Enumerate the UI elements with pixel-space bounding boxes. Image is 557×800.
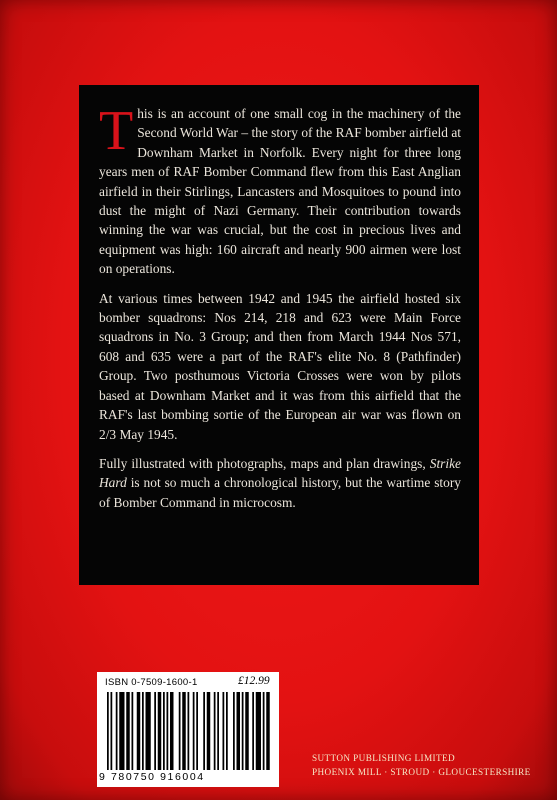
- isbn-number: ISBN 0-7509-1600-1: [105, 677, 198, 688]
- blurb-paragraph-3: [99, 454, 461, 512]
- publisher-name: SUTTON PUBLISHING LIMITED: [312, 753, 456, 763]
- blurb-paragraph-2: At various times between 1942 and 1945 the airfield hosted six bomber squadrons: Nos 214, 218 and 623 were Main Force squadrons in No. 3 Group; and then from March 1944 Nos 571, 608 and 635 were a part of the RAF's elite No. 8 (Pathfinder) Group. Two posthumous Victoria Crosses were won by pilots based at Downham Market and it was from this airfield that the RAF's last bombing sortie of the European air war was flown on 2/3 May 1945.: [99, 290, 461, 442]
- blurb-paragraph-1-text: his is an account of one small cog in the machinery of the Second World War – the story of the RAF bomber airfield at Downham Market in Norfolk. Every night for three long years men of RAF Bomber Command flew from this East Anglian airfield in their Stirlings, Lancasters and Mosquitoes to pound into dust the might of Nazi Germany. Their contribution towards winning the war was crucial, but the cost in precious lives and equipment was high: 160 aircraft and nearly 900 airmen were lost on operations.: [99, 106, 461, 277]
- blurb-paragraph-3-lead: Fully illustrated with photographs, maps and plan drawings,: [99, 455, 430, 471]
- barcode-digits: 9 780750 916004: [99, 771, 205, 783]
- drop-cap: T: [99, 100, 134, 162]
- publisher-imprint: [312, 751, 531, 779]
- blurb-panel: [79, 85, 479, 585]
- book-title-italic: Strike Hard: [99, 455, 461, 491]
- barcode-image: [105, 692, 271, 770]
- blurb-paragraph-3-tail: is not so much a chronological history, but the wartime story of Bomber Command in microcosm.: [99, 475, 461, 510]
- publisher-address: PHOENIX MILL · STROUD · GLOUCESTERSHIRE: [312, 767, 531, 777]
- price-label: £12.99: [238, 675, 270, 687]
- blurb-paragraph-1: [99, 100, 461, 279]
- barcode-panel: [97, 672, 279, 787]
